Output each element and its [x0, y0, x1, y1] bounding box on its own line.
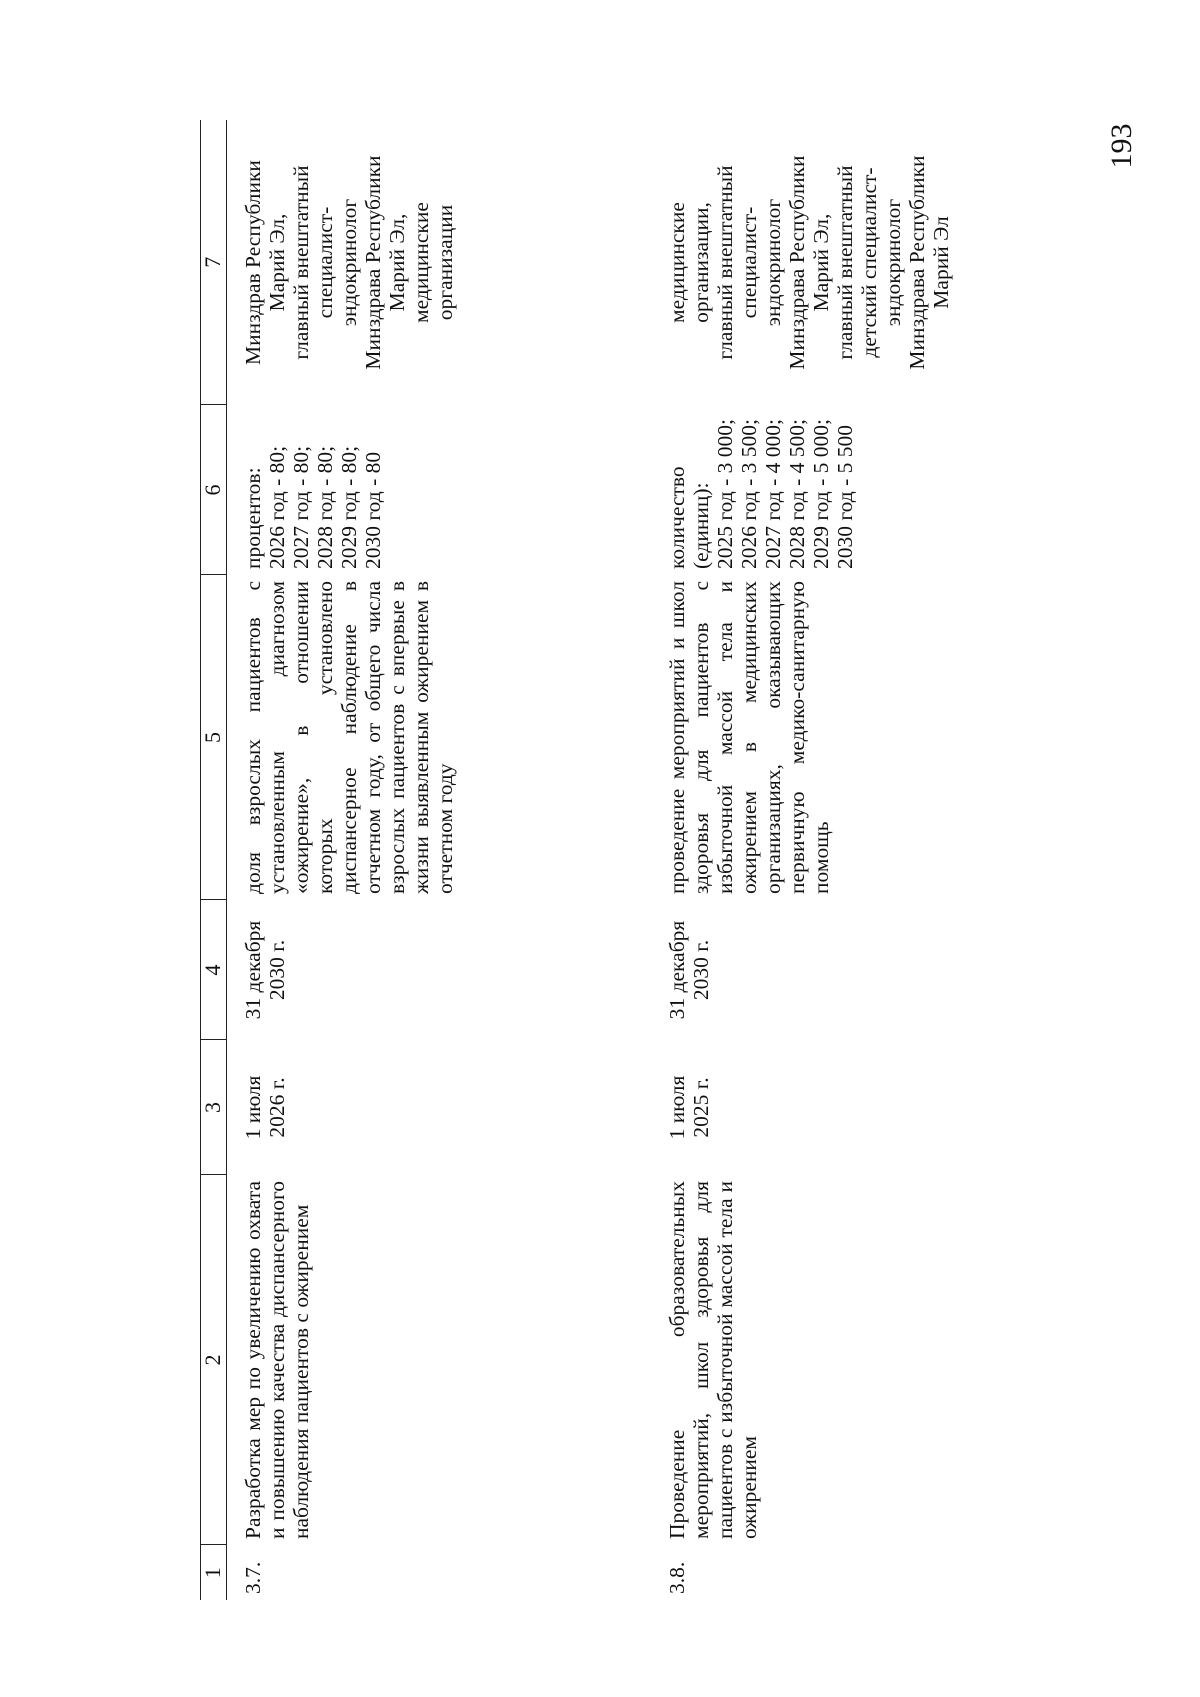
event-name: Разработка мер по увеличению охвата и повышению качества диспансерного наблюдения пациентов с ожирением [240, 1181, 313, 1539]
column-header: 3 [201, 1040, 227, 1175]
column-header: 2 [201, 1175, 227, 1545]
indicator-values: количество (единиц): 2025 год - 3 000; 2026 год - 3 500; 2027 год - 4 000; 2028 год - 4 500; 2029 год - 5 000; 2030 год - 5 500 [664, 419, 858, 569]
row-number: 3.7. [240, 1561, 265, 1594]
rotated-page-content [200, 120, 1100, 1600]
column-header: 4 [201, 900, 227, 1040]
indicator-text: доля взрослых пациентов с установленным диагнозом «ожирение», в отношении которых установлено диспансерное наблюдение в отчетном году, от общего числа взрослых пациентов с впервые в жизни выявленным ожирением в отчетном году [240, 581, 458, 894]
action-plan-table [200, 120, 995, 1600]
table-row [226, 120, 651, 1600]
end-date: 31 декабря 2030 г. [664, 920, 713, 1020]
column-header: 6 [201, 405, 227, 575]
end-date: 31 декабря 2030 г. [240, 920, 289, 1020]
row-number: 3.8. [664, 1561, 689, 1594]
responsible-parties: медицинские организации, главный внештатный специалист- эндокринолог Минздрава Республики Марий Эл, главный внештатный детский специалист- эндокринолог Минздрава Республики Марий Эл [664, 155, 954, 370]
indicator-values: процентов: 2026 год - 80; 2027 год - 80; 2028 год - 80; 2029 год - 80; 2030 год - 80 [240, 445, 386, 569]
page-number: 193 [1105, 123, 1138, 169]
table-header-row [201, 120, 227, 1600]
event-name: Проведение образовательных мероприятий, школ здоровья для пациентов с избыточной массой тела и ожирением [664, 1181, 761, 1539]
responsible-parties: Минздрав Республики Марий Эл, главный внештатный специалист- эндокринолог Минздрава Республики Марий Эл, медицинские организации [240, 155, 458, 370]
indicator-text: проведение мероприятий и школ здоровья для пациентов с избыточной массой тела и ожирением в медицинских организациях, оказывающих первичную медико-санитарную помощь [664, 581, 834, 894]
column-header: 5 [201, 575, 227, 900]
column-header: 1 [201, 1545, 227, 1600]
start-date: 1 июля 2025 г. [664, 1075, 713, 1140]
column-header: 7 [201, 120, 227, 405]
start-date: 1 июля 2026 г. [240, 1075, 289, 1140]
table-row [651, 120, 995, 1600]
